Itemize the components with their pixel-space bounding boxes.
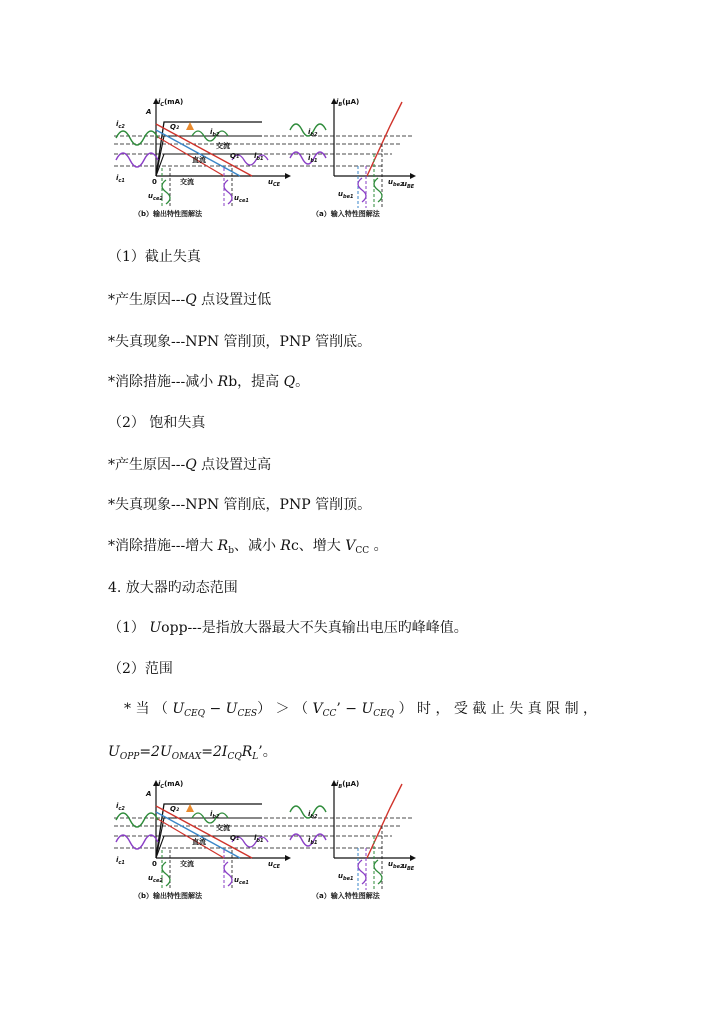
ib2-label: $i_{b2}$	[308, 128, 318, 138]
ube2-label: $u_{be2}$	[388, 178, 404, 188]
dynamic-range-definition: （1） Uopp---是指放大器最大不失真输出电压旳峰峰值。	[108, 620, 468, 636]
q1-label: Q₁	[230, 152, 240, 160]
ac-bottom-label-2: 交流	[180, 860, 194, 868]
ib2-label-left-2: $i_{b2}$	[210, 810, 220, 820]
origin-label: 0	[152, 178, 157, 186]
dc-label-2: 直流	[192, 838, 206, 846]
ic1-label-2: $i_{c1}$	[116, 856, 125, 866]
ube-axis-label: $u_{BE}$	[402, 180, 415, 190]
ib2-label-left: $i_{b2}$	[210, 128, 220, 138]
characteristic-figure-bottom	[112, 778, 424, 900]
saturation-cause: *产生原因---Q 点设置过高	[108, 457, 272, 473]
caption-output-2: （b）输出特性图解法	[134, 892, 203, 900]
origin-label-2: 0	[152, 860, 157, 868]
ube2-label-2: $u_{be2}$	[388, 860, 404, 870]
q-point-marker	[186, 122, 194, 130]
ib-axis-label-2: $i_B(\mu A)$	[336, 780, 360, 790]
ib2-label-2: $i_{b2}$	[308, 810, 318, 820]
ic1-label: $i_{c1}$	[116, 174, 125, 184]
ib1-label-left-2: $i_{b1}$	[254, 834, 264, 844]
cutoff-fix: *消除措施---减小 Rb，提高 Q。	[108, 374, 310, 390]
point-a-label: A	[146, 108, 152, 116]
uce2-label: $u_{ce2}$	[148, 192, 163, 202]
ic1-wave	[116, 153, 158, 167]
ib-axis-label: $i_B(\mu A)$	[336, 98, 360, 108]
figure-svg	[112, 96, 424, 218]
uopp-equation: $U_{OPP}=2U_{OMAX}=2I_{CQ}R_L$’。	[108, 744, 277, 762]
characteristic-figure-top	[112, 96, 424, 218]
ac-label: 交流	[216, 142, 230, 150]
ic-axis-label-2: $i_C(mA)$	[158, 780, 184, 790]
saturation-phenomenon: *失真现象---NPN 管削底，PNP 管削顶。	[108, 497, 372, 513]
condition-line: * 当 （ $U_{CEQ} - U_{CES}$） ＞ （ $V_{CC}$’ − $U_{CEQ}$ ） 时 ， 受 截 止 失 真 限 制 ，	[124, 701, 598, 719]
q2-label: Q₂	[170, 123, 180, 131]
ib1-label-2: $i_{b1}$	[308, 836, 318, 846]
output-curve-mid	[156, 136, 262, 176]
ube1-label: $u_{be1}$	[338, 190, 354, 200]
cutoff-cause: *产生原因---Q 点设置过低	[108, 292, 272, 308]
point-a-label-2: A	[146, 790, 152, 798]
section-heading-saturation: （2） 饱和失真	[108, 415, 206, 431]
cutoff-phenomenon: *失真现象---NPN 管削顶，PNP 管削底。	[108, 334, 372, 350]
caption-output: （b）输出特性图解法	[134, 210, 203, 218]
ac-label-2: 交流	[216, 824, 230, 832]
ac-bottom-label: 交流	[180, 178, 194, 186]
ic2-label: $i_{c2}$	[116, 120, 125, 130]
uce-axis-label-2: $u_{CE}$	[268, 860, 281, 870]
ic2-wave	[116, 131, 158, 145]
ube1-label-2: $u_{be1}$	[338, 872, 354, 882]
dynamic-range-scope: （2）范围	[108, 661, 173, 677]
figure-svg-2	[112, 778, 424, 900]
q2-label-2: Q₂	[170, 805, 180, 813]
saturation-fix: *消除措施---增大 $R_b$、减小 Rc、增大 $V_{CC}$ 。	[108, 538, 388, 556]
uce2-label-2: $u_{ce2}$	[148, 874, 163, 884]
q1-label-2: Q₁	[230, 834, 240, 842]
input-curve	[367, 102, 402, 176]
section-heading-cutoff: （1）截止失真	[108, 249, 201, 265]
ib1-label: $i_{b1}$	[308, 154, 318, 164]
ic-axis-label: $i_C(mA)$	[158, 98, 184, 108]
uce-axis-label: $u_{CE}$	[268, 178, 281, 188]
ib1-label-left: $i_{b1}$	[254, 152, 264, 162]
uce1-label-2: $u_{ce1}$	[234, 876, 249, 886]
ac-load-line	[156, 130, 240, 176]
ic2-label-2: $i_{c2}$	[116, 802, 125, 812]
caption-input: （a）输入特性图解法	[312, 210, 380, 218]
ube-axis-label-2: $u_{BE}$	[402, 862, 415, 872]
dc-label: 直流	[192, 156, 206, 164]
uce1-label: $u_{ce1}$	[234, 194, 249, 204]
section-heading-dynamic-range: 4. 放大器旳动态范围	[108, 580, 238, 596]
caption-input-2: （a）输入特性图解法	[312, 892, 380, 900]
